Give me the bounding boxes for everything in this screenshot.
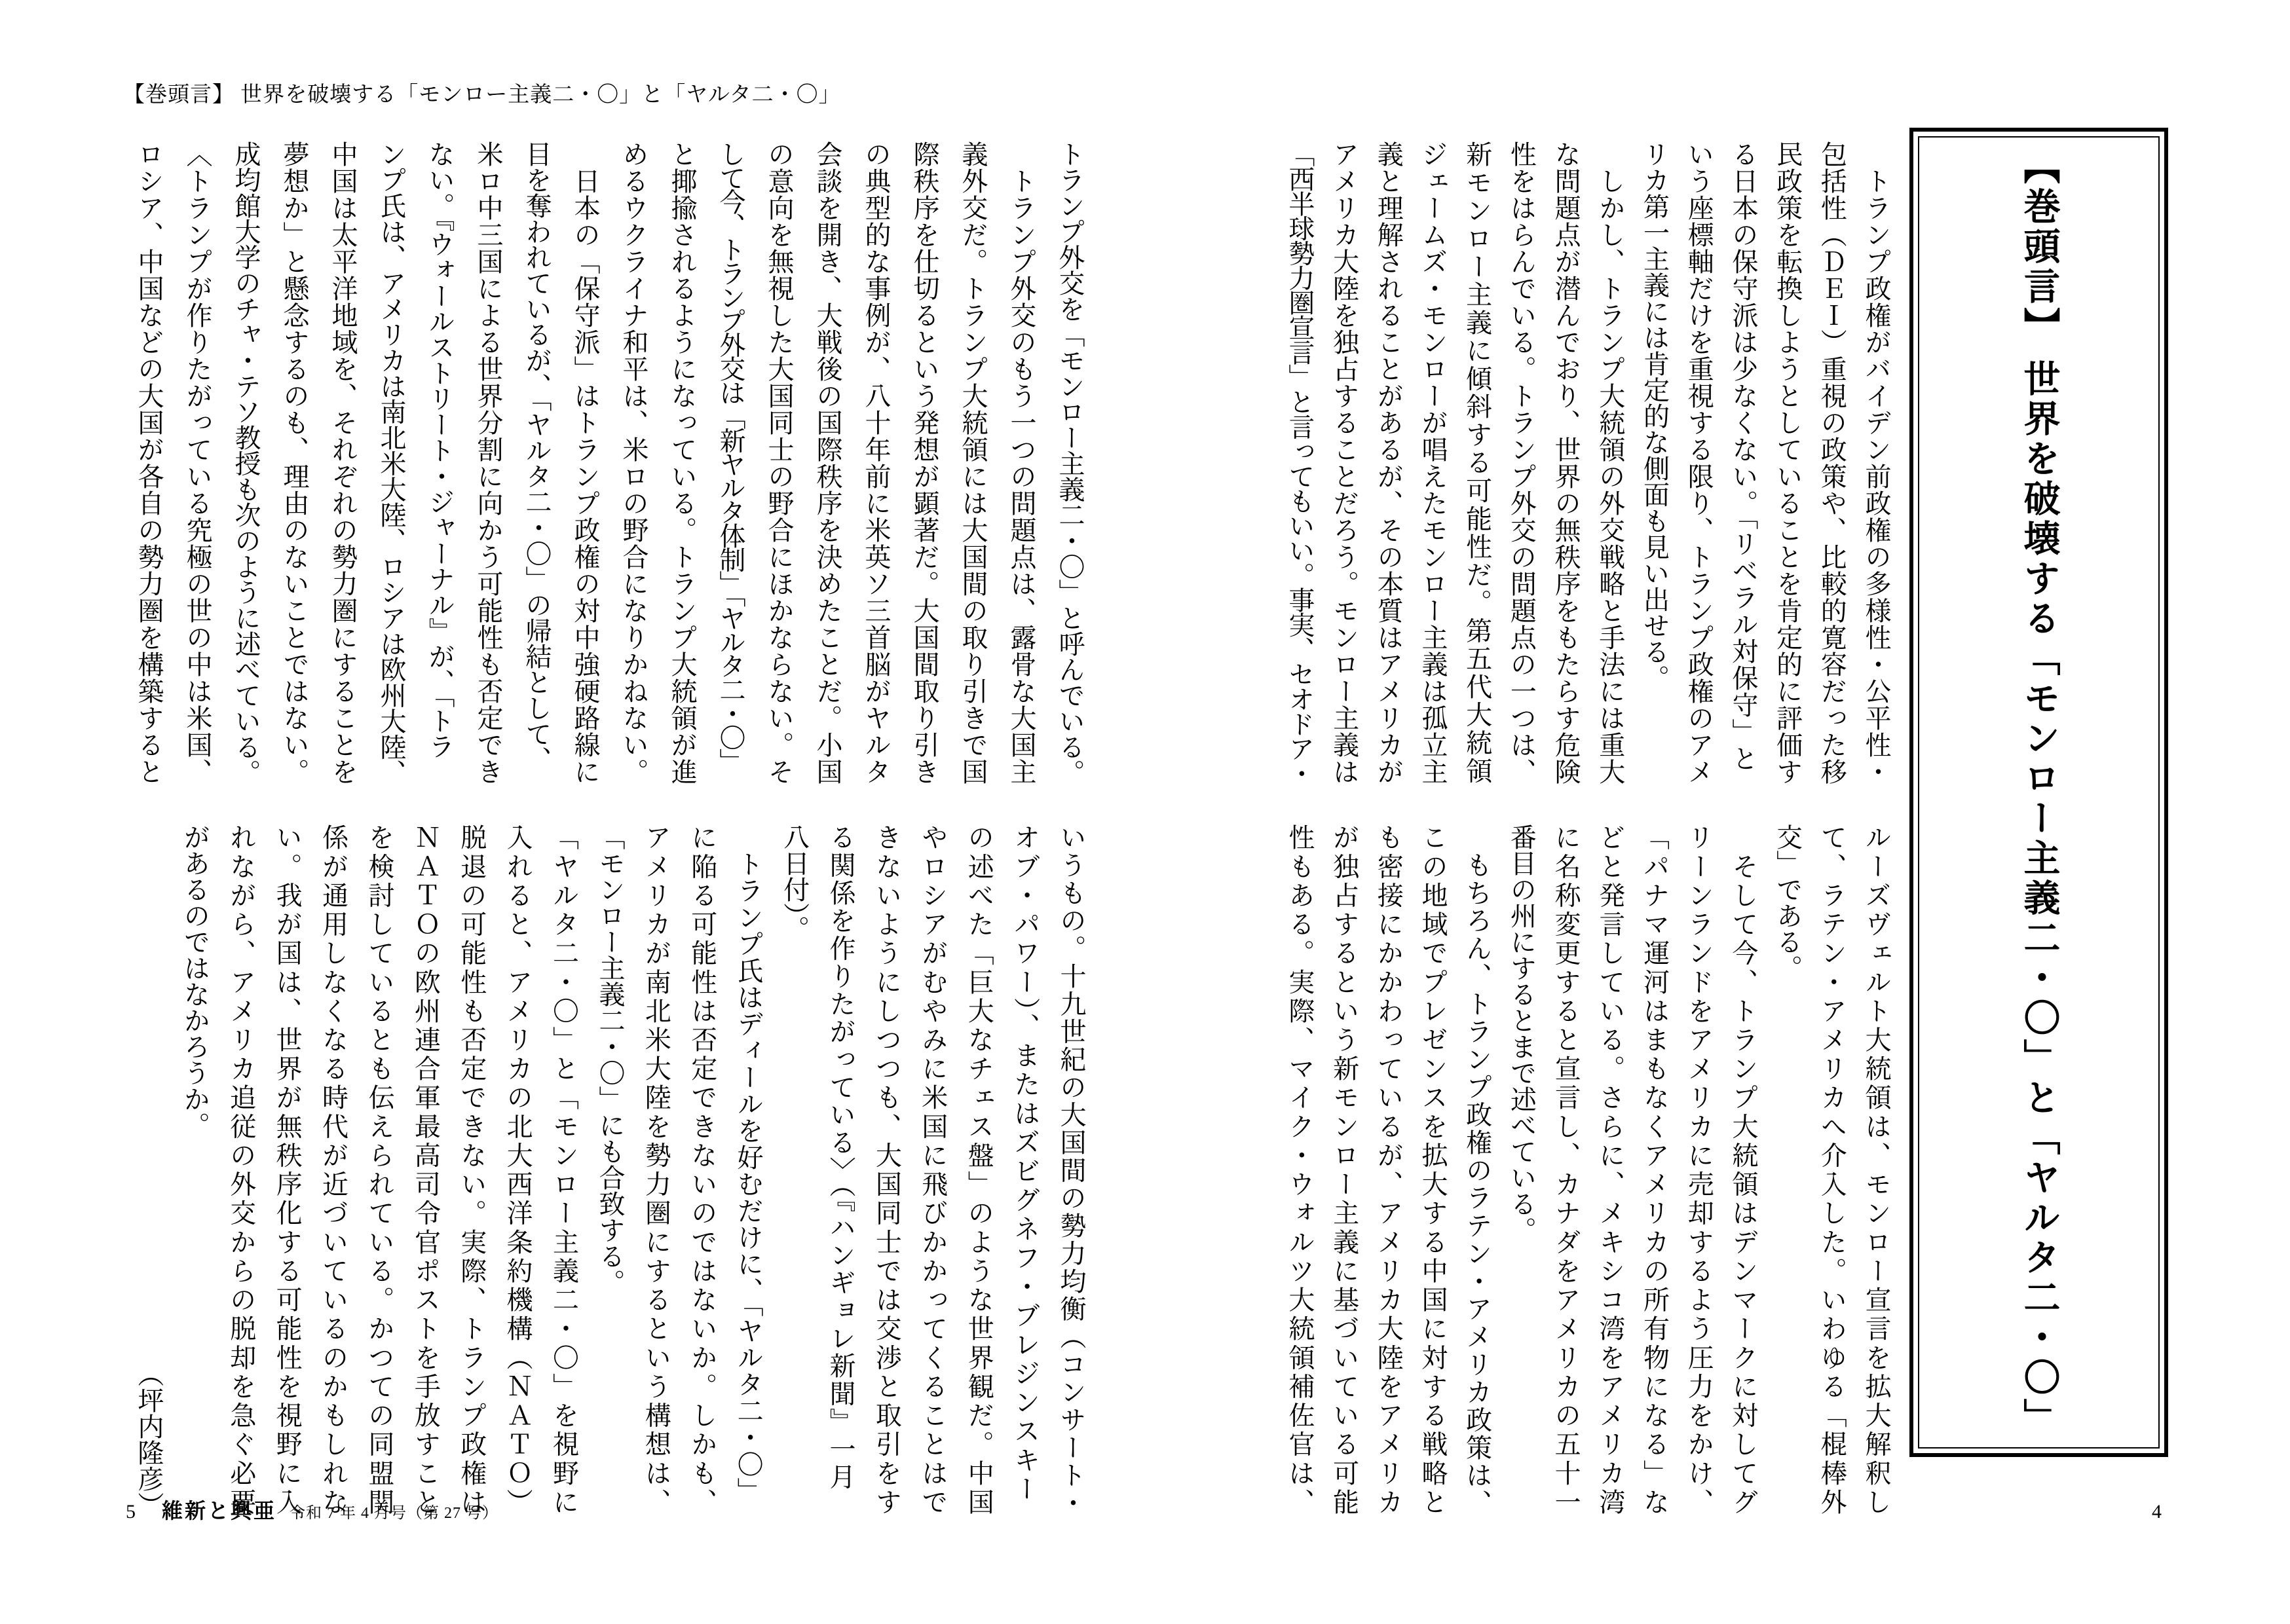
text-column: ルーズヴェルト大統領は、モンロー宣言を拡大解釈し xyxy=(1862,824,1891,1517)
title-box-inner-border xyxy=(1918,136,2160,1449)
text-column: が独占するという新モンロー主義に基づいている可能 xyxy=(1329,824,1359,1517)
text-column: 包括性（ＤＥＩ）重視の政策や、比較的寛容だった移 xyxy=(1817,141,1847,785)
running-title: 【巻頭言】 世界を破壊する「モンロー主義二・〇」と「ヤルタ二・〇」 xyxy=(123,83,841,107)
text-column: いう座標軸だけを重視する限り、トランプ政権のアメ xyxy=(1684,141,1714,785)
text-column: 入れると、アメリカの北大西洋条約機構（ＮＡＴＯ） xyxy=(503,824,533,1517)
text-column: を検討しているとも伝えられている。かつての同盟関 xyxy=(364,824,394,1517)
text-column: 性もある。実際、マイク・ウォルツ大統領補佐官は、 xyxy=(1285,824,1315,1517)
text-column: リカ第一主義には肯定的な側面も見い出せる。 xyxy=(1640,141,1670,691)
text-column: もちろん、トランプ政権のラテン・アメリカ政策は、 xyxy=(1462,824,1492,1517)
text-column: の意向を無視した大国同士の野合にほかならない。そ xyxy=(764,141,794,785)
text-column: して今、トランプ外交は「新ヤルタ体制」「ヤルタ二・〇」 xyxy=(716,141,745,772)
page5-number: 5 xyxy=(126,1501,136,1522)
page5-upper-band xyxy=(124,141,1094,786)
text-column: アメリカ大陸を独占することだろう。モンロー主義は xyxy=(1329,141,1359,785)
text-column: 〈トランプが作りたがっている究極の世の中は米国、 xyxy=(183,141,212,785)
text-column: 性をはらんでいる。トランプ外交の問題点の一つは、 xyxy=(1507,141,1537,785)
text-column: トランプ外交を「モンロー主義二・〇」と呼んでいる。 xyxy=(1055,141,1085,785)
magazine-name: 維新と興亜 xyxy=(162,1499,277,1522)
page4-number: 4 xyxy=(2152,1501,2162,1522)
text-column: そして今、トランプ大統領はデンマークに対してグ xyxy=(1728,824,1758,1517)
text-column: きないようにしつつも、大国同士では交渉と取引をす xyxy=(872,824,902,1517)
text-column: めるウクライナ和平は、米ロの野合になりかねない。 xyxy=(619,141,648,785)
text-column: ロシア、中国などの大国が各自の勢力圏を構築すると xyxy=(134,141,164,785)
text-column: ンプ氏は、アメリカは南北米大陸、ロシアは欧州大陸、 xyxy=(377,141,406,785)
page4-lower-band xyxy=(1277,824,1898,1518)
page4-upper-band xyxy=(1277,141,1898,786)
text-column: 義外交だ。トランプ大統領には大国間の取り引きで国 xyxy=(958,141,988,785)
text-column: 日本の「保守派」はトランプ政権の対中強硬路線に xyxy=(571,141,600,785)
text-column: しかし、トランプ大統領の外交戦略と手法には重大 xyxy=(1595,141,1625,785)
text-column: やロシアがむやみに米国に飛びかかってくることはで xyxy=(918,824,948,1517)
text-column: る日本の保守派は少なくない。「リベラル対保守」と xyxy=(1728,141,1758,772)
text-column: 米ロ中三国による世界分割に向かう可能性も否定でき xyxy=(474,141,503,785)
text-column: 番目の州にするとまで述べている。 xyxy=(1507,824,1537,1243)
text-column: る関係を作りたがっている〉（『ハンギョレ新聞』一月 xyxy=(825,824,855,1491)
text-column: アメリカが南北米大陸を勢力圏にするという構想は、 xyxy=(641,824,671,1517)
page5-lower-band xyxy=(124,824,1094,1518)
text-column: トランプ氏はディールを好むだけに、「ヤルタ二・〇」 xyxy=(734,824,764,1504)
text-column: トランプ外交のもう一つの問題点は、露骨な大国主 xyxy=(1007,141,1036,785)
text-column: に名称変更すると宣言し、カナダをアメリカの五十一 xyxy=(1551,824,1581,1517)
text-column: 交」である。 xyxy=(1773,824,1803,981)
text-column: があるのではなかろうか。 xyxy=(180,824,210,1138)
article-title: 【巻頭言】 世界を破壊する「モンロー主義二・〇」と「ヤルタ二・〇」 xyxy=(2018,147,2059,1438)
text-column: 「西半球勢力圏宣言」と言ってもいい。事実、セオドア・ xyxy=(1285,141,1315,785)
text-column: 「ヤルタ二・〇」と「モンロー主義二・〇」を視野に xyxy=(549,824,579,1517)
page5-footer xyxy=(126,1494,498,1524)
text-column: どと発言している。さらに、メキシコ湾をアメリカ湾 xyxy=(1595,824,1625,1517)
text-column: 成均館大学のチャ・テソ教授も次のように述べている。 xyxy=(231,141,261,785)
text-column: 義と理解されることがあるが、その本質はアメリカが xyxy=(1374,141,1404,785)
text-column: ＮＡＴＯの欧州連合軍最高司令官ポストを手放すこと xyxy=(411,824,441,1517)
text-column: この地域でプレゼンスを拡大する中国に対する戦略と xyxy=(1417,824,1448,1517)
text-column: ない。『ウォールストリート・ジャーナル』が、「トラ xyxy=(425,141,455,759)
text-column: 係が通用しなくなる時代が近づいているのかもしれな xyxy=(318,824,348,1517)
text-column: トランプ政権がバイデン前政権の多様性・公平性・ xyxy=(1862,141,1891,785)
text-column: オブ・パワー）、またはズビグネフ・ブレジンスキー xyxy=(1010,824,1040,1504)
title-box xyxy=(1909,128,2168,1457)
text-column: 八日付）。 xyxy=(779,824,810,942)
text-column: リーンランドをアメリカに売却するよう圧力をかけ、 xyxy=(1684,824,1714,1517)
text-column: 会談を開き、大戦後の国際秩序を決めたことだ。小国 xyxy=(813,141,842,785)
text-column: 民政策を転換しようとしていることを肯定的に評価す xyxy=(1773,141,1803,785)
text-column: の典型的な事例が、八十年前に米英ソ三首脳がヤルタ xyxy=(861,141,891,785)
text-column: な問題点が潜んでおり、世界の無秩序をもたらす危険 xyxy=(1551,141,1581,785)
text-column: て、ラテン・アメリカへ介入した。いわゆる「棍棒外 xyxy=(1817,824,1847,1517)
text-column: 脱退の可能性も否定できない。実際、トランプ政権は xyxy=(457,824,487,1517)
issue-info: 令和 7 年 4 月号（第 27 号） xyxy=(290,1505,499,1522)
text-column: ジェームズ・モンローが唱えたモンロー主義は孤立主 xyxy=(1417,141,1448,785)
text-column: の述べた「巨大なチェス盤」のような世界観だ。中国 xyxy=(964,824,994,1517)
text-column: れながら、アメリカ追従の外交からの脱却を急ぐ必要 xyxy=(226,824,256,1517)
text-column: 目を奪われているが、「ヤルタ二・〇」の帰結として、 xyxy=(522,141,552,772)
text-column: 中国は太平洋地域を、それぞれの勢力圏にすることを xyxy=(328,141,358,785)
text-column: いうもの。十九世紀の大国間の勢力均衡（コンサート・ xyxy=(1057,824,1086,1517)
magazine-info xyxy=(162,1494,498,1524)
text-column: 新モンロー主義に傾斜する可能性だ。第五代大統領 xyxy=(1462,141,1492,785)
text-column: 「モンロー主義二・〇」にも合致する。 xyxy=(595,824,625,1295)
text-column: と揶揄されるようになっている。トランプ大統領が進 xyxy=(667,141,697,785)
text-column: 夢想か」と懸念するのも、理由のないことではない。 xyxy=(280,141,309,785)
text-column: い。我が国は、世界が無秩序化する可能性を視野に入 xyxy=(272,824,303,1517)
text-column: に陥る可能性は否定できないのではないか。しかも、 xyxy=(687,824,717,1517)
text-column: （坪内隆彦） xyxy=(134,1361,164,1518)
text-column: も密接にかかわっているが、アメリカ大陸をアメリカ xyxy=(1374,824,1404,1517)
text-column: 「パナマ運河はまもなくアメリカの所有物になる」な xyxy=(1640,824,1670,1517)
text-column: 際秩序を仕切るという発想が顕著だ。大国間取り引き xyxy=(910,141,939,785)
